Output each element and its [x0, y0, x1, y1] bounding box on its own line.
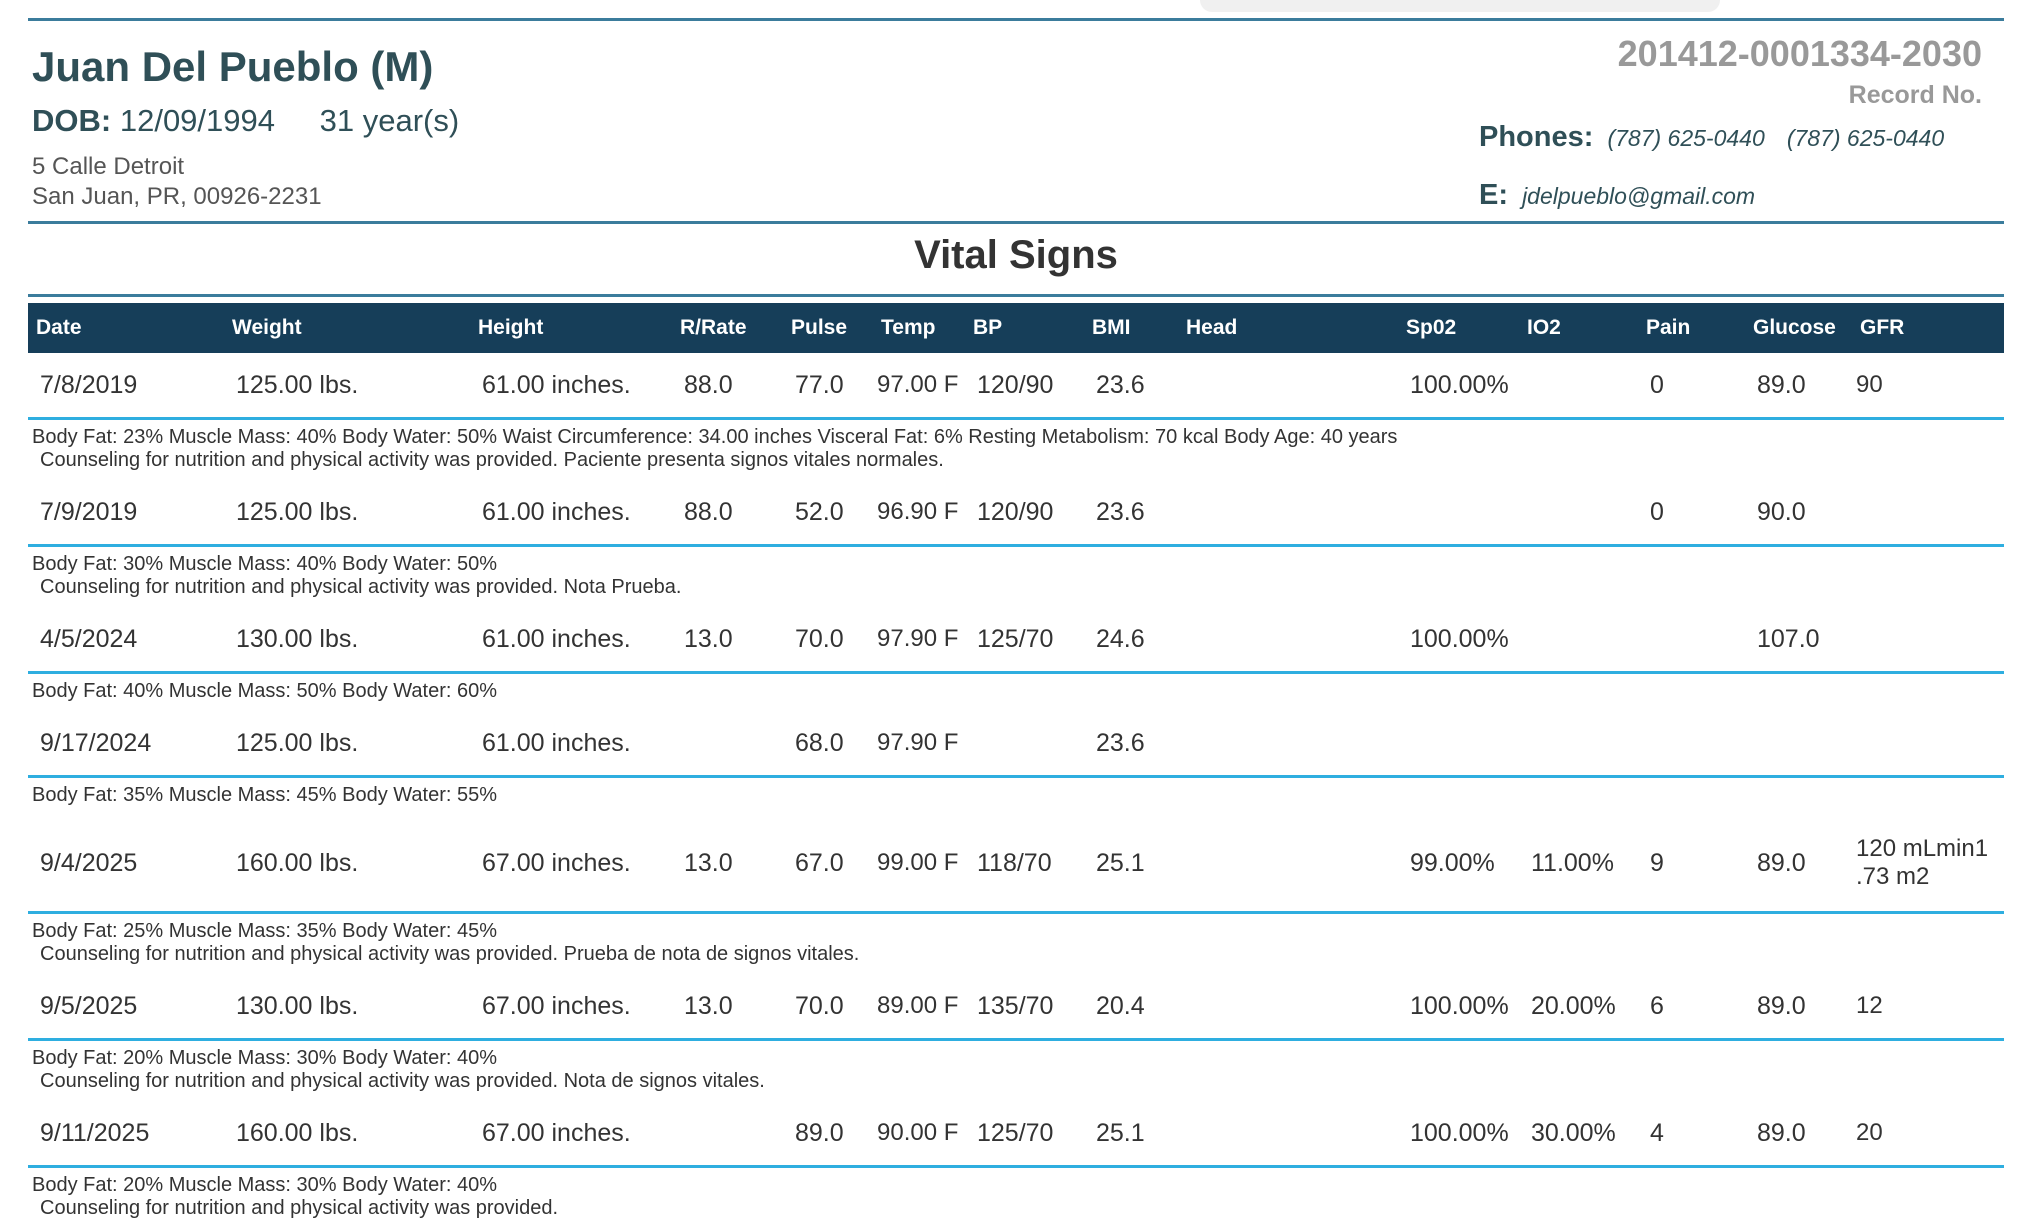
dob-line: [32, 103, 459, 139]
table-row: [28, 815, 2004, 913]
patient-name: Juan Del Pueblo (M): [32, 43, 433, 91]
table-row: [28, 974, 2004, 1040]
phone-secondary: (787) 625-0440: [1787, 125, 1944, 151]
cell-glucose: 89.0: [1745, 1101, 1852, 1167]
cell-pain: [1638, 607, 1745, 673]
patient-header: [28, 21, 2004, 221]
cell-gfr: [1852, 607, 2004, 673]
cell-bmi: 25.1: [1084, 815, 1178, 913]
email-line: [1479, 179, 1755, 212]
row-note-body-composition: Body Fat: 40% Muscle Mass: 50% Body Water: 60%: [32, 680, 2004, 703]
row-note-body-composition: Body Fat: 35% Muscle Mass: 45% Body Water: 55%: [32, 784, 2004, 807]
cell-pulse: 68.0: [783, 711, 873, 777]
email-value: jdelpueblo@gmail.com: [1522, 183, 1755, 209]
cell-gfr: 120 mLmin1 .73 m2: [1852, 815, 2004, 913]
table-row-note: [28, 673, 2004, 712]
column-header-r-rate: R/Rate: [672, 303, 783, 353]
row-note: [28, 1167, 2004, 1228]
cell-bmi: 23.6: [1084, 353, 1178, 419]
record-number: 201412-0001334-2030: [1618, 33, 1982, 75]
row-note-comment: Counseling for nutrition and physical activity was provided. Paciente presenta signos vitales normales.: [32, 449, 2004, 472]
cell-date: 4/5/2024: [28, 607, 224, 673]
row-note-comment: Counseling for nutrition and physical activity was provided. Nota de signos vitales.: [32, 1070, 2004, 1093]
table-row: [28, 711, 2004, 777]
table-row: [28, 607, 2004, 673]
cell-head: [1178, 815, 1398, 913]
email-label: E:: [1479, 179, 1508, 211]
cell-height: 61.00 inches.: [470, 711, 672, 777]
cell-temp: 96.90 F: [873, 480, 965, 546]
record-number-label: Record No.: [1849, 81, 1982, 110]
cell-bp: 120/90: [965, 353, 1084, 419]
cell-bmi: 23.6: [1084, 480, 1178, 546]
cell-rrate: 13.0: [672, 815, 783, 913]
vital-signs-table: [28, 303, 2004, 1228]
row-note: [28, 419, 2004, 481]
table-header-row: [28, 303, 2004, 353]
row-note: [28, 777, 2004, 816]
cell-pulse: 67.0: [783, 815, 873, 913]
cell-bp: [965, 711, 1084, 777]
cell-height: 67.00 inches.: [470, 974, 672, 1040]
column-header-sp02: Sp02: [1398, 303, 1519, 353]
cell-pain: 9: [1638, 815, 1745, 913]
cell-pulse: 70.0: [783, 607, 873, 673]
cell-sp02: 100.00%: [1398, 1101, 1519, 1167]
cell-head: [1178, 974, 1398, 1040]
cell-io2: 20.00%: [1519, 974, 1638, 1040]
column-header-pain: Pain: [1638, 303, 1745, 353]
row-note: [28, 1040, 2004, 1102]
cell-sp02: 100.00%: [1398, 974, 1519, 1040]
cell-glucose: 89.0: [1745, 353, 1852, 419]
cell-glucose: [1745, 711, 1852, 777]
phones-line: [1479, 121, 1944, 154]
cell-rrate: 13.0: [672, 974, 783, 1040]
cell-gfr: 20: [1852, 1101, 2004, 1167]
row-note: [28, 673, 2004, 712]
cell-rrate: [672, 1101, 783, 1167]
cell-bmi: 24.6: [1084, 607, 1178, 673]
cell-rrate: [672, 711, 783, 777]
cell-head: [1178, 711, 1398, 777]
column-header-io2: IO2: [1519, 303, 1638, 353]
section-title: Vital Signs: [28, 224, 2004, 294]
cell-gfr: 90: [1852, 353, 2004, 419]
cell-bp: 118/70: [965, 815, 1084, 913]
row-note: [28, 546, 2004, 608]
cell-bmi: 23.6: [1084, 711, 1178, 777]
cell-date: 9/5/2025: [28, 974, 224, 1040]
cell-temp: 90.00 F: [873, 1101, 965, 1167]
cell-io2: 30.00%: [1519, 1101, 1638, 1167]
cell-gfr: [1852, 480, 2004, 546]
cell-rrate: 88.0: [672, 353, 783, 419]
row-note-body-composition: Body Fat: 30% Muscle Mass: 40% Body Water: 50%: [32, 553, 2004, 576]
cell-pain: [1638, 711, 1745, 777]
cell-bmi: 25.1: [1084, 1101, 1178, 1167]
cell-temp: 99.00 F: [873, 815, 965, 913]
table-row: [28, 480, 2004, 546]
table-row-note: [28, 913, 2004, 975]
section-divider: [28, 294, 2004, 297]
cell-temp: 97.00 F: [873, 353, 965, 419]
cell-rrate: 13.0: [672, 607, 783, 673]
cell-sp02: [1398, 480, 1519, 546]
cell-bmi: 20.4: [1084, 974, 1178, 1040]
table-row-note: [28, 777, 2004, 816]
row-note-body-composition: Body Fat: 23% Muscle Mass: 40% Body Water: 50% Waist Circumference: 34.00 inches Visceral Fat: 6% Resting Metabolism: 70 kcal Body Age: 40 years: [32, 426, 2004, 449]
cell-weight: 125.00 lbs.: [224, 480, 470, 546]
cell-date: 7/9/2019: [28, 480, 224, 546]
cell-io2: [1519, 480, 1638, 546]
cell-sp02: 100.00%: [1398, 607, 1519, 673]
cell-io2: [1519, 607, 1638, 673]
dob-label: DOB:: [32, 103, 111, 138]
table-row-note: [28, 1040, 2004, 1102]
row-note: [28, 913, 2004, 975]
cell-date: 9/4/2025: [28, 815, 224, 913]
cell-rrate: 88.0: [672, 480, 783, 546]
cell-height: 61.00 inches.: [470, 607, 672, 673]
cell-height: 61.00 inches.: [470, 353, 672, 419]
cell-date: 9/11/2025: [28, 1101, 224, 1167]
overlay-shadow: [1200, 0, 1720, 12]
cell-weight: 160.00 lbs.: [224, 1101, 470, 1167]
column-header-bp: BP: [965, 303, 1084, 353]
cell-sp02: 100.00%: [1398, 353, 1519, 419]
patient-record-page: [28, 18, 2004, 1228]
row-note-comment: Counseling for nutrition and physical activity was provided. Nota Prueba.: [32, 576, 2004, 599]
cell-bp: 135/70: [965, 974, 1084, 1040]
column-header-bmi: BMI: [1084, 303, 1178, 353]
cell-weight: 125.00 lbs.: [224, 711, 470, 777]
column-header-pulse: Pulse: [783, 303, 873, 353]
cell-bp: 120/90: [965, 480, 1084, 546]
cell-glucose: 89.0: [1745, 974, 1852, 1040]
row-note-comment: Counseling for nutrition and physical activity was provided.: [32, 1197, 2004, 1220]
cell-head: [1178, 480, 1398, 546]
phone-primary: (787) 625-0440: [1607, 125, 1764, 151]
cell-sp02: [1398, 711, 1519, 777]
column-header-temp: Temp: [873, 303, 965, 353]
cell-pain: 6: [1638, 974, 1745, 1040]
column-header-height: Height: [470, 303, 672, 353]
cell-io2: 11.00%: [1519, 815, 1638, 913]
cell-glucose: 90.0: [1745, 480, 1852, 546]
row-note-comment: Counseling for nutrition and physical activity was provided. Prueba de nota de signos vitales.: [32, 943, 2004, 966]
cell-temp: 97.90 F: [873, 711, 965, 777]
cell-glucose: 89.0: [1745, 815, 1852, 913]
column-header-gfr: GFR: [1852, 303, 2004, 353]
cell-gfr: [1852, 711, 2004, 777]
column-header-head: Head: [1178, 303, 1398, 353]
table-row-note: [28, 1167, 2004, 1228]
cell-date: 9/17/2024: [28, 711, 224, 777]
cell-weight: 130.00 lbs.: [224, 974, 470, 1040]
cell-gfr: 12: [1852, 974, 2004, 1040]
cell-pain: 0: [1638, 353, 1745, 419]
cell-weight: 130.00 lbs.: [224, 607, 470, 673]
cell-head: [1178, 1101, 1398, 1167]
column-header-weight: Weight: [224, 303, 470, 353]
table-row-note: [28, 546, 2004, 608]
cell-temp: 89.00 F: [873, 974, 965, 1040]
column-header-date: Date: [28, 303, 224, 353]
cell-head: [1178, 353, 1398, 419]
row-note-body-composition: Body Fat: 20% Muscle Mass: 30% Body Water: 40%: [32, 1174, 2004, 1197]
cell-pulse: 77.0: [783, 353, 873, 419]
cell-pulse: 89.0: [783, 1101, 873, 1167]
cell-temp: 97.90 F: [873, 607, 965, 673]
cell-height: 67.00 inches.: [470, 815, 672, 913]
cell-weight: 125.00 lbs.: [224, 353, 470, 419]
table-row-note: [28, 419, 2004, 481]
table-row: [28, 1101, 2004, 1167]
address-line2: San Juan, PR, 00926-2231: [32, 183, 322, 211]
cell-pulse: 52.0: [783, 480, 873, 546]
cell-bp: 125/70: [965, 1101, 1084, 1167]
column-header-glucose: Glucose: [1745, 303, 1852, 353]
cell-height: 67.00 inches.: [470, 1101, 672, 1167]
patient-age: 31 year(s): [320, 103, 460, 138]
cell-sp02: 99.00%: [1398, 815, 1519, 913]
address-line1: 5 Calle Detroit: [32, 153, 184, 181]
cell-io2: [1519, 353, 1638, 419]
cell-weight: 160.00 lbs.: [224, 815, 470, 913]
table-body: [28, 353, 2004, 1228]
table-row: [28, 353, 2004, 419]
cell-io2: [1519, 711, 1638, 777]
row-note-body-composition: Body Fat: 25% Muscle Mass: 35% Body Water: 45%: [32, 920, 2004, 943]
row-note-body-composition: Body Fat: 20% Muscle Mass: 30% Body Water: 40%: [32, 1047, 2004, 1070]
dob-value: 12/09/1994: [120, 103, 275, 138]
cell-pain: 4: [1638, 1101, 1745, 1167]
cell-bp: 125/70: [965, 607, 1084, 673]
phones-label: Phones:: [1479, 121, 1593, 153]
cell-glucose: 107.0: [1745, 607, 1852, 673]
cell-date: 7/8/2019: [28, 353, 224, 419]
cell-head: [1178, 607, 1398, 673]
cell-height: 61.00 inches.: [470, 480, 672, 546]
cell-pain: 0: [1638, 480, 1745, 546]
cell-pulse: 70.0: [783, 974, 873, 1040]
